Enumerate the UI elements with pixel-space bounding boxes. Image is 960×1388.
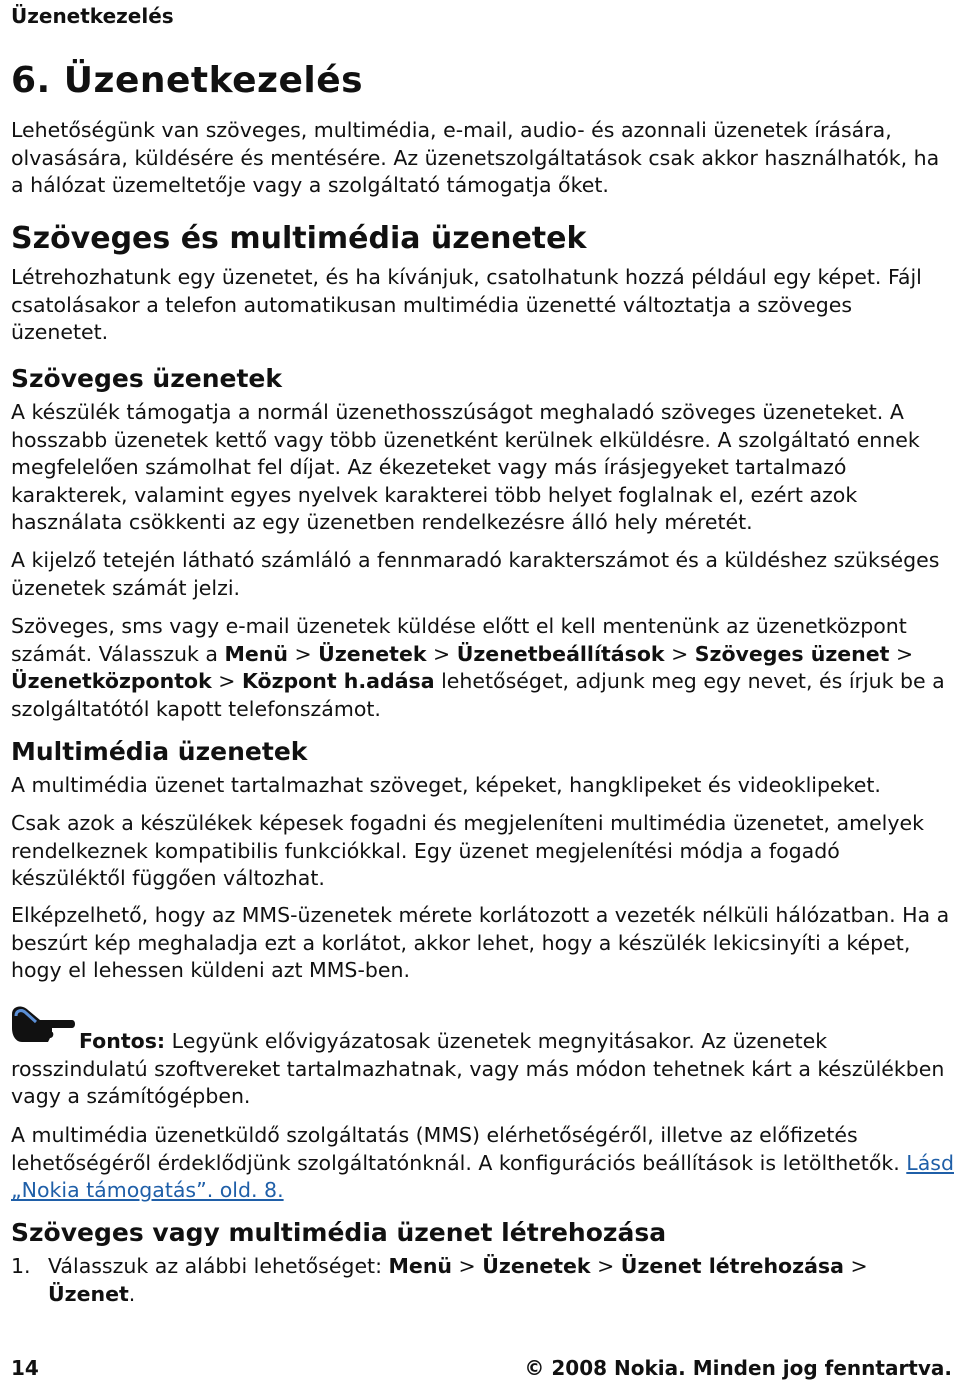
p3-text-a: Szöveges, sms vagy e-mail üzenetek küldése előtt el kell mentenünk az üzenetközpont számát. Válasszuk a bbox=[11, 614, 907, 666]
section3-paragraph-2: Csak azok a készülékek képesek fogadni és megjeleníteni multimédia üzenetet, amelyek rendelkeznek kompatibilis funkciókkal. Egy üzenet megjelenítési módja a fogadó készüléktől függően változhat. bbox=[11, 811, 924, 890]
note-label: Fontos: bbox=[79, 1029, 166, 1053]
menu-path-settings: Üzenetbeállítások bbox=[456, 641, 665, 666]
section2-paragraph-2: A kijelző tetején látható számláló a fennmaradó karakterszámot és a küldéshez szükséges üzenetek számát jelzi. bbox=[11, 548, 940, 600]
step1-messages: Üzenetek bbox=[482, 1254, 591, 1278]
section2-paragraph-3: Szöveges, sms vagy e-mail üzenetek küldése előtt el kell mentenünk az üzenetközpont számát. Válasszuk a Menü > Üzenetek > Üzenetbeállítások > Szöveges üzenet > Üzenetközpontok > Központ h.adása lehetőséget, adjunk meg egy nevet, és írjuk be a szolgáltatótól kapott telefonszámot. bbox=[11, 614, 945, 721]
menu-path-menu: Menü bbox=[224, 641, 288, 666]
section2-paragraph-1: A készülék támogatja a normál üzenethosszúságot meghaladó szöveges üzeneteket. A hosszabb üzenetek kettő vagy több üzenetként kerülnek elküldésre. A szolgáltató ennek megfelelően számolhat fel díjat. Az ékezeteket vagy más írásjegyeket tartalmazó karakterek, valamint egyes nyelvek karakterei több helyet foglalnak el, ezért azok használata csökkenti az egy üzenetben rendelkezésre álló hely méretét. bbox=[11, 400, 920, 534]
nokia-support-link[interactable]: Lásd „Nokia támogatás”. old. 8. bbox=[11, 1150, 954, 1202]
menu-path-centres: Üzenetközpontok bbox=[11, 669, 212, 693]
intro-paragraph: Lehetőségünk van szöveges, multimédia, e-mail, audio- és azonnali üzenetek írására, olvasására, küldésére és mentésére. Az üzenetszolgáltatások csak akkor használhatók, ha a hálózat üzemeltetője vagy a szolgáltató támogatja őket. bbox=[11, 118, 940, 197]
step1-message: Üzenet bbox=[48, 1281, 129, 1306]
menu-path-add-centre: Központ h.adása bbox=[241, 669, 435, 693]
footer-page-number: 14 bbox=[11, 1356, 39, 1380]
footer-copyright: © 2008 Nokia. Minden jog fenntartva. bbox=[524, 1356, 952, 1380]
running-header: Üzenetkezelés bbox=[11, 4, 174, 28]
section3-paragraph-3: Elképzelhető, hogy az MMS-üzenetek mérete korlátozott a vezeték nélküli hálózatban. Ha a beszúrt kép meghaladja ezt a korlátot, akkor lehet, hogy a készülék lekicsinyíti a képet, hogy el lehessen küldeni azt MMS-ben. bbox=[11, 903, 950, 982]
step-1-text: Válasszuk az alábbi lehetőséget: Menü > Üzenetek > Üzenet létrehozása > Üzenet. bbox=[48, 1254, 868, 1306]
section-title-multimedia-messages: Multimédia üzenetek bbox=[11, 737, 308, 766]
section3-paragraph-1: A multimédia üzenet tartalmazhat szöveget, képeket, hangklipeket és videoklipeket. bbox=[11, 773, 881, 797]
section-title-text-messages: Szöveges üzenetek bbox=[11, 364, 283, 393]
step-number-1: 1. bbox=[11, 1254, 31, 1278]
important-note bbox=[11, 1028, 955, 1111]
menu-path-messages: Üzenetek bbox=[318, 641, 427, 666]
step1-menu: Menü bbox=[388, 1254, 453, 1278]
p3-text-b: lehetőséget, adjunk meg egy nevet, és írjuk be a szolgáltatótól kapott telefonszámot. bbox=[11, 669, 945, 721]
section-title-create-message: Szöveges vagy multimédia üzenet létrehozása bbox=[11, 1218, 667, 1247]
note-text: Legyünk elővigyázatosak üzenetek megnyitásakor. Az üzenetek rosszindulatú szoftvereket tartalmazhatnak, vagy más módon tehetnek kárt a készülékben vagy a számítógépben. bbox=[11, 1029, 945, 1108]
menu-path-text-message: Szöveges üzenet bbox=[694, 641, 890, 666]
section-title-text-multimedia: Szöveges és multimédia üzenetek bbox=[11, 221, 587, 256]
step1-create: Üzenet létrehozása bbox=[620, 1254, 844, 1278]
section3-paragraph-4: A multimédia üzenetküldő szolgáltatás (MMS) elérhetőségéről, illetve az előfizetés lehetőségéről érdeklődjünk szolgáltatónknál. A konfigurációs beállítások is letölthetők. Lásd „Nokia támogatás”. old. 8. bbox=[11, 1123, 954, 1202]
chapter-title: 6. Üzenetkezelés bbox=[11, 60, 364, 101]
section1-paragraph: Létrehozhatunk egy üzenetet, és ha kívánjuk, csatolhatunk hozzá például egy képet. Fájl csatolásakor a telefon automatikusan multimédia üzenetté változtatja a szöveges üzenetet. bbox=[11, 265, 922, 344]
